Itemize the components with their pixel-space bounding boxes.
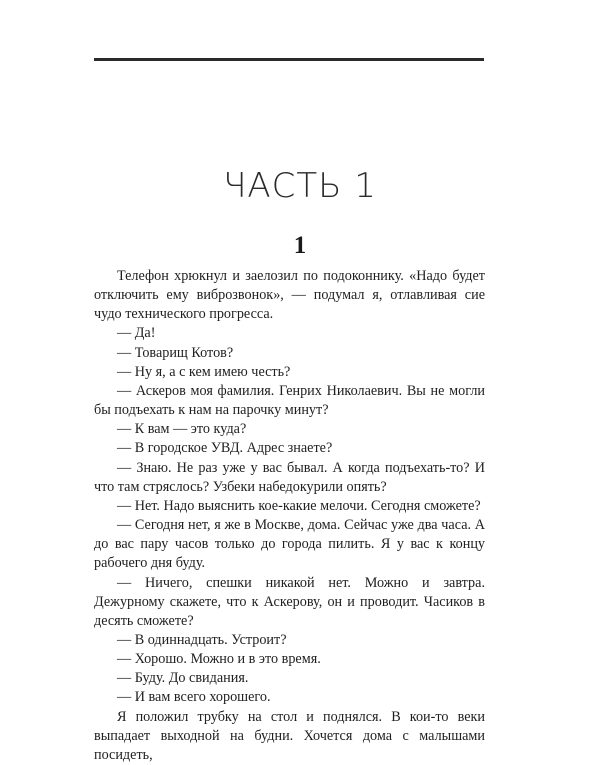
paragraph: — Знаю. Не раз уже у вас бывал. А когда подъехать-то? И что там стряслось? Узбеки набедокурили опять? bbox=[94, 459, 485, 495]
part-title: ЧАСТЬ 1 bbox=[223, 166, 377, 206]
paragraph: — Товарищ Котов? bbox=[117, 344, 234, 361]
paragraph: — Хорошо. Можно и в это время. bbox=[117, 651, 321, 668]
paragraph: — Нет. Надо выяснить кое-какие мелочи. Сегодня сможете? bbox=[117, 497, 481, 514]
paragraph: — И вам всего хорошего. bbox=[117, 689, 271, 706]
header-rule bbox=[94, 58, 484, 61]
paragraph: — Ничего, спешки никакой нет. Можно и завтра. Дежурному скажете, что к Аскерову, он и проводит. Часиков в десять сможете? bbox=[94, 574, 485, 629]
paragraph: — Ну я, а с кем имею честь? bbox=[117, 363, 291, 380]
chapter-number: 1 bbox=[293, 232, 307, 259]
paragraph: Телефон хрюкнул и заелозил по подоконнику. «Надо будет отключить ему виброзвонок», — подумал я, отлавливая сие чудо технического прогресса. bbox=[94, 268, 485, 323]
paragraph: — Аскеров моя фамилия. Генрих Николаевич. Вы не могли бы подъехать к нам на парочку минут? bbox=[94, 382, 485, 419]
paragraph: — К вам — это куда? bbox=[117, 421, 247, 438]
paragraph: — Да! bbox=[117, 325, 156, 342]
body-text bbox=[94, 267, 485, 765]
paragraph: — Сегодня нет, я же в Москве, дома. Сейчас уже два часа. А до вас пару часов только до города пилить. Я у вас к концу рабочего дня буду. bbox=[94, 517, 485, 572]
paragraph: — В одиннадцать. Устроит? bbox=[117, 631, 287, 648]
paragraph: Я положил трубку на стол и поднялся. В кои-то веки выпадает выходной на будни. Хочется дома с малышами посидеть, bbox=[94, 708, 485, 763]
paragraph: — Буду. До свидания. bbox=[117, 670, 249, 687]
paragraph: — В городское УВД. Адрес знаете? bbox=[117, 440, 333, 457]
